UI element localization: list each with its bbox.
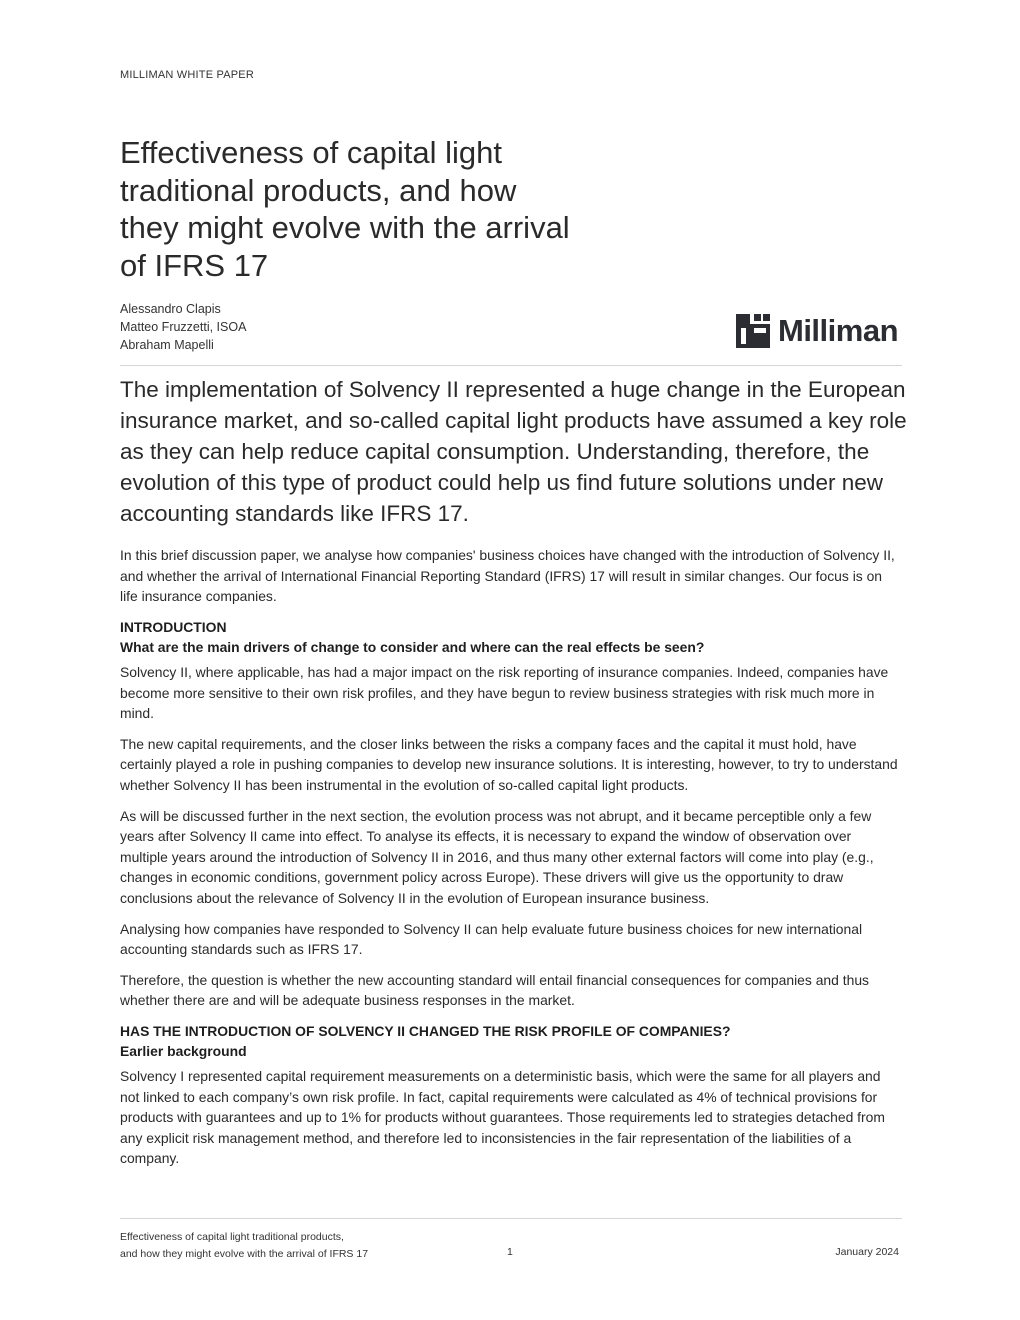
author-name: Abraham Mapelli [120,338,214,352]
body-content [120,545,902,1179]
milliman-logo [736,314,898,348]
section-subheading: Earlier background [120,1043,247,1060]
section-heading-introduction: INTRODUCTION [120,618,227,635]
document-header-label: MILLIMAN WHITE PAPER [120,69,254,81]
intro-paragraph: In this brief discussion paper, we analyse how companies' business choices have changed with the introduction of Solvency II, and whether the arrival of International Financial Reporting Standard (IFRS) 17 will result in similar changes. Our focus is on life insurance companies. [120,547,895,605]
footer-title-line: and how they might evolve with the arrival of IFRS 17 [120,1248,369,1260]
page-number: 1 [507,1246,513,1258]
author-name: Alessandro Clapis [120,302,221,316]
author-name: Matteo Fruzzetti, ISOA [120,320,247,334]
body-paragraph: Analysing how companies have responded to Solvency II can help evaluate future business choices for new international accounting standards such as IFRS 17. [120,920,863,958]
body-paragraph: Solvency I represented capital requirement measurements on a deterministic basis, which were the same for all players and not linked to each company’s own risk profile. In fact, capital requirements were calculated as 4% of technical provisions for products with guarantees and up to 1% for products without guarantees. Those requirements led to strategies detached from any explicit risk management method, and therefore led to inconsistencies in the fair representation of the liabilities of a company. [120,1068,885,1167]
section-subheading: What are the main drivers of change to consider and where can the real effects be seen? [120,639,705,656]
body-paragraph: As will be discussed further in the next section, the evolution process was not abrupt, and it became perceptible only a few years after Solvency II came into effect. To analyse its effects, it is necessary to expand the window of observation over multiple years around the introduction of Solvency II in 2016, and thus many other external factors will come into play (e.g., changes in economic conditions, government policy across Europe). These drivers will give us the opportunity to draw conclusions about the relevance of Solvency II in the evolution of European insurance business. [120,807,874,906]
header-divider [120,365,902,366]
footer-divider [120,1218,902,1219]
footer-title [120,1229,368,1263]
footer-title-line: Effectiveness of capital light traditional products, [120,1231,344,1243]
body-paragraph: Therefore, the question is whether the new accounting standard will entail financial consequences for companies and thus whether there are and will be adequate business responses in the market. [120,971,870,1009]
section-heading-solvency: HAS THE INTRODUCTION OF SOLVENCY II CHANGED THE RISK PROFILE OF COMPANIES? [120,1022,731,1039]
body-paragraph: Solvency II, where applicable, has had a major impact on the risk reporting of insurance companies. Indeed, companies have become more sensitive to their own risk profiles, and they have begun to review business strategies with risk much more in mind. [120,663,889,722]
author-list [120,300,246,354]
milliman-logo-icon [736,314,770,348]
document-title: Effectiveness of capital light traditional products, and how they might evolve with the arrival of IFRS 17 [120,135,570,283]
footer-date: January 2024 [835,1246,899,1258]
logo-wordmark: Milliman [778,313,899,348]
lead-paragraph: The implementation of Solvency II represented a huge change in the European insurance market, and so-called capital light products have assumed a key role as they can help reduce capital consumption. Understanding, therefore, the evolution of this type of product could help us find future solutions under new accounting standards like IFRS 17. [120,377,907,526]
body-paragraph: The new capital requirements, and the closer links between the risks a company faces and the capital it must hold, have certainly played a role in pushing companies to develop new insurance solutions. It is interesting, however, to try to understand whether Solvency II has been instrumental in the evolution of so-called capital light products. [120,735,898,793]
